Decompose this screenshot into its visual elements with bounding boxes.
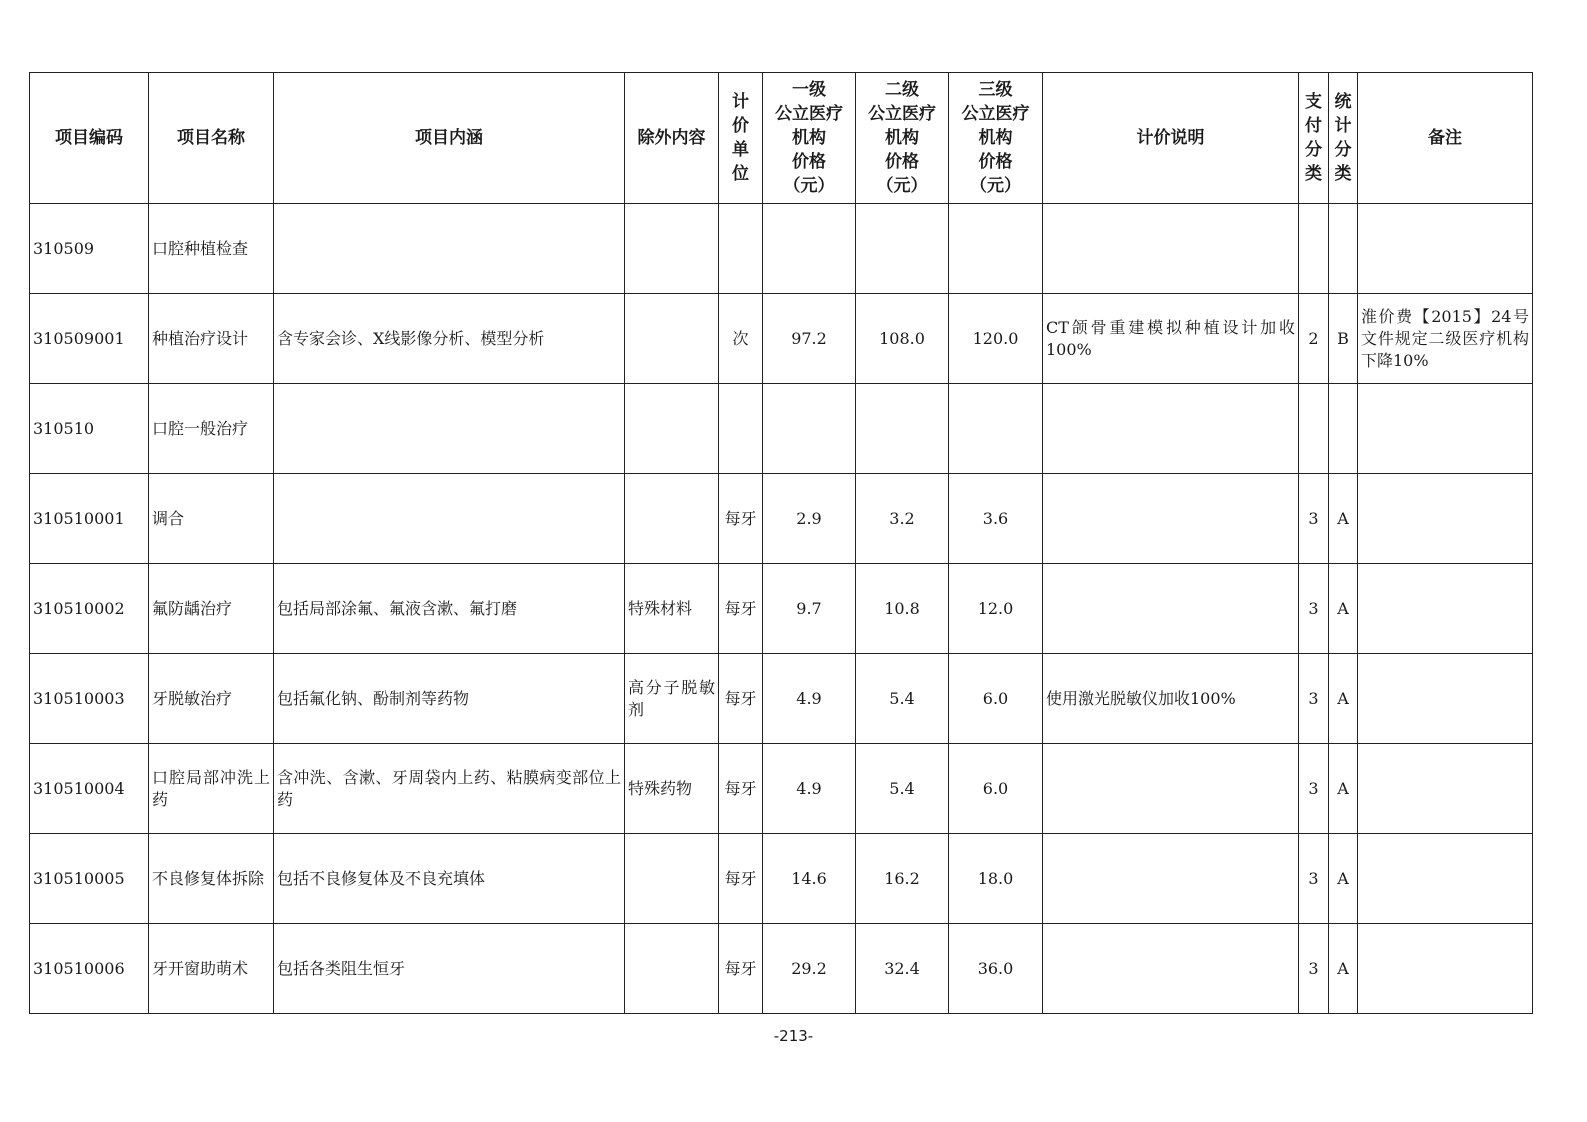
cell-content: 包括局部涂氟、氟液含漱、氟打磨: [274, 564, 625, 654]
cell-price2: 3.2: [856, 474, 949, 564]
cell-price2: [856, 384, 949, 474]
cell-excluded: [625, 384, 719, 474]
cell-excluded: [625, 834, 719, 924]
cell-pay: 2: [1299, 294, 1329, 384]
cell-excluded: 特殊药物: [625, 744, 719, 834]
header-name: 项目名称: [149, 73, 274, 204]
cell-price3: [949, 384, 1043, 474]
cell-price3: 120.0: [949, 294, 1043, 384]
cell-price3: 12.0: [949, 564, 1043, 654]
table-row: [30, 474, 1533, 564]
header-pay-text: 支付分类: [1304, 92, 1322, 184]
cell-explain: [1043, 924, 1299, 1014]
cell-name: 种植治疗设计: [149, 294, 274, 384]
cell-content: 含专家会诊、X线影像分析、模型分析: [274, 294, 625, 384]
cell-stat: B: [1329, 294, 1358, 384]
cell-price1: [763, 384, 856, 474]
header-price2: [856, 73, 949, 204]
cell-unit: [719, 204, 763, 294]
cell-name: 不良修复体拆除: [149, 834, 274, 924]
cell-excluded: 特殊材料: [625, 564, 719, 654]
cell-unit: 每牙: [719, 654, 763, 744]
cell-code: 310509: [30, 204, 149, 294]
cell-content: [274, 474, 625, 564]
header-price1-text: 一级 公立医疗 机构 价格 （元）: [775, 80, 843, 196]
table-row: [30, 204, 1533, 294]
cell-explain: [1043, 474, 1299, 564]
cell-price1: 14.6: [763, 834, 856, 924]
cell-explain: [1043, 204, 1299, 294]
cell-unit: 每牙: [719, 924, 763, 1014]
header-excluded: 除外内容: [625, 73, 719, 204]
cell-unit: 次: [719, 294, 763, 384]
cell-excluded: [625, 924, 719, 1014]
table-body: [30, 204, 1533, 1014]
cell-pay: 3: [1299, 654, 1329, 744]
cell-content: [274, 204, 625, 294]
cell-stat: A: [1329, 834, 1358, 924]
cell-remark: [1358, 384, 1533, 474]
cell-price1: 29.2: [763, 924, 856, 1014]
table-row: [30, 834, 1533, 924]
cell-remark: [1358, 204, 1533, 294]
cell-explain: [1043, 384, 1299, 474]
table-row: [30, 384, 1533, 474]
cell-code: 310510001: [30, 474, 149, 564]
header-price1: [763, 73, 856, 204]
table-row: [30, 294, 1533, 384]
cell-price1: 2.9: [763, 474, 856, 564]
header-price3: [949, 73, 1043, 204]
cell-unit: 每牙: [719, 564, 763, 654]
cell-stat: A: [1329, 564, 1358, 654]
cell-price2: 10.8: [856, 564, 949, 654]
price-table: [29, 72, 1533, 1014]
cell-name: 牙开窗助萌术: [149, 924, 274, 1014]
cell-stat: [1329, 204, 1358, 294]
header-code: 项目编码: [30, 73, 149, 204]
cell-unit: 每牙: [719, 474, 763, 564]
cell-content: 包括各类阻生恒牙: [274, 924, 625, 1014]
cell-price1: 9.7: [763, 564, 856, 654]
cell-pay: 3: [1299, 564, 1329, 654]
cell-remark: [1358, 474, 1533, 564]
cell-price2: 5.4: [856, 654, 949, 744]
cell-pay: [1299, 384, 1329, 474]
cell-pay: 3: [1299, 924, 1329, 1014]
cell-explain: [1043, 744, 1299, 834]
cell-name: 口腔局部冲洗上药: [149, 744, 274, 834]
cell-code: 310510005: [30, 834, 149, 924]
cell-price2: 5.4: [856, 744, 949, 834]
cell-code: 310509001: [30, 294, 149, 384]
cell-price3: 6.0: [949, 744, 1043, 834]
cell-name: 牙脱敏治疗: [149, 654, 274, 744]
cell-name: 口腔种植检查: [149, 204, 274, 294]
cell-explain: [1043, 564, 1299, 654]
cell-stat: [1329, 384, 1358, 474]
cell-price1: 4.9: [763, 744, 856, 834]
cell-price1: 97.2: [763, 294, 856, 384]
cell-content: [274, 384, 625, 474]
cell-price2: [856, 204, 949, 294]
header-explain: 计价说明: [1043, 73, 1299, 204]
cell-price3: 18.0: [949, 834, 1043, 924]
cell-code: 310510: [30, 384, 149, 474]
cell-remark: [1358, 654, 1533, 744]
cell-remark: 淮价费【2015】24号文件规定二级医疗机构下降10%: [1358, 294, 1533, 384]
table-row: [30, 654, 1533, 744]
cell-unit: 每牙: [719, 744, 763, 834]
cell-price3: [949, 204, 1043, 294]
cell-unit: 每牙: [719, 834, 763, 924]
cell-excluded: [625, 204, 719, 294]
cell-explain: 使用激光脱敏仪加收100%: [1043, 654, 1299, 744]
cell-code: 310510003: [30, 654, 149, 744]
cell-name: 氟防龋治疗: [149, 564, 274, 654]
table-row: [30, 564, 1533, 654]
header-pay: [1299, 73, 1329, 204]
cell-name: 调合: [149, 474, 274, 564]
cell-content: 含冲洗、含漱、牙周袋内上药、粘膜病变部位上药: [274, 744, 625, 834]
cell-explain: [1043, 834, 1299, 924]
cell-pay: 3: [1299, 834, 1329, 924]
cell-code: 310510002: [30, 564, 149, 654]
cell-price1: [763, 204, 856, 294]
table-row: [30, 744, 1533, 834]
cell-excluded: [625, 474, 719, 564]
cell-pay: [1299, 204, 1329, 294]
header-content: 项目内涵: [274, 73, 625, 204]
table-row: [30, 924, 1533, 1014]
cell-price3: 6.0: [949, 654, 1043, 744]
cell-price2: 32.4: [856, 924, 949, 1014]
cell-pay: 3: [1299, 474, 1329, 564]
cell-stat: A: [1329, 654, 1358, 744]
cell-remark: [1358, 834, 1533, 924]
cell-content: 包括不良修复体及不良充填体: [274, 834, 625, 924]
cell-explain: CT颌骨重建模拟种植设计加收100%: [1043, 294, 1299, 384]
header-unit: [719, 73, 763, 204]
page-number: -213-: [773, 1027, 814, 1045]
cell-stat: A: [1329, 924, 1358, 1014]
cell-stat: A: [1329, 744, 1358, 834]
header-stat: [1329, 73, 1358, 204]
cell-content: 包括氟化钠、酚制剂等药物: [274, 654, 625, 744]
header-price2-text: 二级 公立医疗 机构 价格 （元）: [868, 80, 936, 196]
cell-remark: [1358, 744, 1533, 834]
cell-price3: 36.0: [949, 924, 1043, 1014]
header-unit-text: 计价单位: [731, 92, 749, 184]
cell-unit: [719, 384, 763, 474]
cell-remark: [1358, 924, 1533, 1014]
cell-price2: 16.2: [856, 834, 949, 924]
header-stat-text: 统计分类: [1334, 92, 1352, 184]
cell-excluded: 高分子脱敏剂: [625, 654, 719, 744]
cell-name: 口腔一般治疗: [149, 384, 274, 474]
header-price3-text: 三级 公立医疗 机构 价格 （元）: [961, 80, 1030, 196]
cell-price3: 3.6: [949, 474, 1043, 564]
cell-price1: 4.9: [763, 654, 856, 744]
cell-code: 310510004: [30, 744, 149, 834]
cell-code: 310510006: [30, 924, 149, 1014]
cell-remark: [1358, 564, 1533, 654]
cell-pay: 3: [1299, 744, 1329, 834]
header-remark: 备注: [1358, 73, 1533, 204]
cell-stat: A: [1329, 474, 1358, 564]
cell-excluded: [625, 294, 719, 384]
header-row: [30, 73, 1533, 204]
cell-price2: 108.0: [856, 294, 949, 384]
